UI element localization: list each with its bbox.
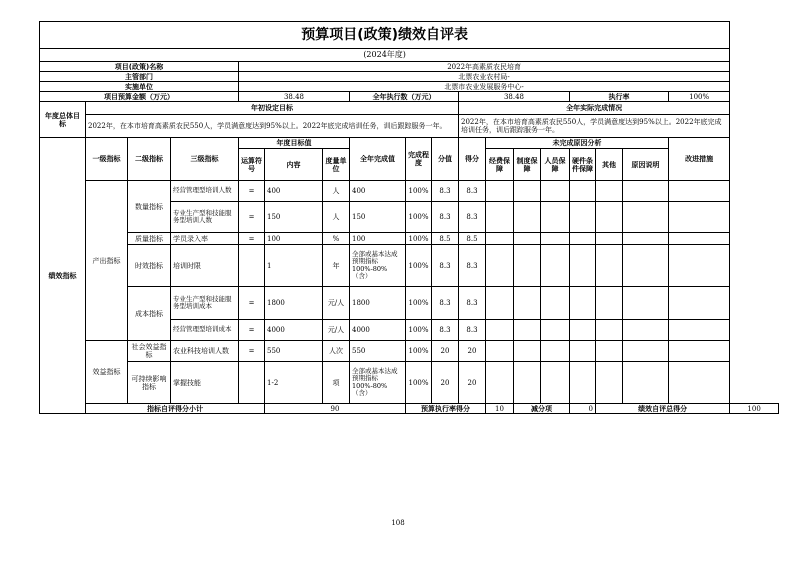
table-row-l3: 专业生产型和技能服务型培训成本 [171, 287, 239, 320]
table-row-l3: 学员录入率 [171, 233, 239, 245]
evaluation-table [39, 21, 779, 414]
empty-cell [570, 202, 596, 233]
empty-cell [486, 362, 514, 404]
empty-cell [669, 320, 730, 341]
empty-cell [541, 341, 570, 362]
empty-cell [486, 245, 514, 287]
exec-value: 38.48 [459, 92, 570, 102]
header-content: 内容 [265, 149, 323, 181]
row-content: 4000 [265, 320, 323, 341]
perf-indicators-label: 绩效指标 [40, 138, 86, 414]
row-score: 20 [432, 362, 459, 404]
rate-label: 执行率 [570, 92, 669, 102]
dept-value: 北票农业农村局- [239, 72, 730, 82]
row-score: 8.5 [432, 233, 459, 245]
rate-value: 100% [669, 92, 730, 102]
table-row-l3: 掌握技能 [171, 362, 239, 404]
row-degree: 100% [406, 202, 432, 233]
empty-cell [669, 181, 730, 202]
empty-cell [541, 233, 570, 245]
row-unit: 项 [323, 362, 350, 404]
row-got: 8.3 [459, 245, 486, 287]
row-unit: 元/人 [323, 320, 350, 341]
table-row-l3: 经营管理型培训成本 [171, 320, 239, 341]
empty-cell [514, 341, 541, 362]
page-title: 预算项目(政策)绩效自评表 [40, 22, 730, 49]
header-reason-system: 制度保障 [514, 149, 541, 181]
header-measures: 改进措施 [669, 138, 730, 181]
row-unit: 年 [323, 245, 350, 287]
empty-cell [623, 341, 669, 362]
row-unit: 人 [323, 202, 350, 233]
year-note: (2024年度) [40, 49, 730, 62]
empty-cell [541, 202, 570, 233]
header-reasons: 未完成原因分析 [486, 138, 669, 149]
row-degree: 100% [406, 320, 432, 341]
row-content: 1 [265, 245, 323, 287]
row-operator: = [239, 287, 265, 320]
row-content: 1-2 [265, 362, 323, 404]
header-completed: 全年完成值 [350, 138, 406, 181]
total-value: 100 [730, 404, 779, 414]
exec-score-label: 预算执行率得分 [406, 404, 486, 414]
row-operator [239, 362, 265, 404]
empty-cell [596, 320, 623, 341]
row-score: 8.3 [432, 287, 459, 320]
empty-cell [541, 362, 570, 404]
empty-cell [596, 181, 623, 202]
empty-cell [570, 362, 596, 404]
level1-benefit: 效益指标 [86, 341, 128, 404]
empty-cell [669, 245, 730, 287]
row-score: 20 [432, 341, 459, 362]
evaluation-sheet [39, 21, 779, 414]
header-reason-funding: 经费保障 [486, 149, 514, 181]
budget-value: 38.48 [239, 92, 350, 102]
initial-goal-header: 年初设定目标 [86, 102, 459, 115]
level2-social: 社会效益指标 [128, 341, 171, 362]
deduct-value: 0 [570, 404, 596, 414]
dept-label: 主管部门 [40, 72, 239, 82]
table-row-l3: 培训时限 [171, 245, 239, 287]
row-operator: = [239, 320, 265, 341]
header-reason-staff: 人员保障 [541, 149, 570, 181]
empty-cell [570, 233, 596, 245]
header-reason-other: 其他 [596, 149, 623, 181]
empty-cell [514, 362, 541, 404]
empty-cell [514, 287, 541, 320]
empty-cell [623, 362, 669, 404]
header-got: 得分 [459, 138, 486, 181]
row-degree: 100% [406, 181, 432, 202]
empty-cell [570, 287, 596, 320]
row-content: 550 [265, 341, 323, 362]
empty-cell [514, 320, 541, 341]
empty-cell [623, 245, 669, 287]
row-content: 400 [265, 181, 323, 202]
row-content: 100 [265, 233, 323, 245]
row-got: 8.3 [459, 287, 486, 320]
row-score: 8.3 [432, 181, 459, 202]
row-done: 150 [350, 202, 406, 233]
row-content: 1800 [265, 287, 323, 320]
row-got: 8.3 [459, 320, 486, 341]
level2-quantity: 数量指标 [128, 181, 171, 233]
header-unit: 度量单位 [323, 149, 350, 181]
empty-cell [669, 202, 730, 233]
level1-output: 产出指标 [86, 181, 128, 341]
empty-cell [623, 181, 669, 202]
table-row-l3: 农业科技培训人数 [171, 341, 239, 362]
row-degree: 100% [406, 233, 432, 245]
initial-goal-text: 2022年，在本市培育高素质农民550人，学员满意度达到95%以上。2022年底完成培训任务，训后跟踪服务一年。 [86, 115, 459, 138]
row-got: 8.3 [459, 202, 486, 233]
row-done: 全部或基本达成预期指标100%-80%（含） [350, 245, 406, 287]
row-degree: 100% [406, 287, 432, 320]
row-done: 550 [350, 341, 406, 362]
goals-label: 年度总体目标 [40, 102, 86, 138]
actual-goal-text: 2022年，在本市培育高素质农民550人，学员满意度达到95%以上。2022年底完成培训任务，训后跟踪服务一年。 [459, 115, 730, 138]
empty-cell [570, 341, 596, 362]
row-got: 8.5 [459, 233, 486, 245]
header-level1: 一级指标 [86, 138, 128, 181]
level2-quality: 质量指标 [128, 233, 171, 245]
empty-cell [486, 181, 514, 202]
empty-cell [514, 245, 541, 287]
row-operator: = [239, 181, 265, 202]
row-operator: = [239, 341, 265, 362]
row-done: 全部或基本达成预期指标100%-80%（含） [350, 362, 406, 404]
header-level2: 二级指标 [128, 138, 171, 181]
empty-cell [623, 233, 669, 245]
header-reason-hardware: 硬件条件保障 [570, 149, 596, 181]
empty-cell [623, 287, 669, 320]
row-unit: 人 [323, 181, 350, 202]
level2-sustainable: 可持续影响指标 [128, 362, 171, 404]
row-unit: 人次 [323, 341, 350, 362]
empty-cell [486, 233, 514, 245]
empty-cell [623, 320, 669, 341]
subtotal-label: 指标自评得分小计 [86, 404, 265, 414]
level2-cost: 成本指标 [128, 287, 171, 341]
empty-cell [669, 362, 730, 404]
row-operator: = [239, 202, 265, 233]
empty-cell [596, 233, 623, 245]
empty-cell [570, 245, 596, 287]
empty-cell [596, 287, 623, 320]
row-got: 20 [459, 341, 486, 362]
exec-label: 全年执行数（万元） [350, 92, 459, 102]
row-score: 8.3 [432, 202, 459, 233]
empty-cell [541, 181, 570, 202]
empty-cell [514, 181, 541, 202]
unit-value: 北票市农业发展服务中心- [239, 82, 730, 92]
empty-cell [596, 362, 623, 404]
header-operator: 运算符号 [239, 149, 265, 181]
row-content: 150 [265, 202, 323, 233]
row-done: 400 [350, 181, 406, 202]
header-annual-target: 年度目标值 [239, 138, 350, 149]
empty-cell [541, 287, 570, 320]
header-level3: 三级指标 [171, 138, 239, 181]
header-reason-explain: 原因说明 [623, 149, 669, 181]
empty-cell [596, 341, 623, 362]
empty-cell [570, 181, 596, 202]
page-number: 108 [391, 519, 405, 527]
empty-cell [486, 202, 514, 233]
empty-cell [486, 287, 514, 320]
row-degree: 100% [406, 245, 432, 287]
row-done: 1800 [350, 287, 406, 320]
budget-label: 项目预算金额（万元） [40, 92, 239, 102]
empty-cell [541, 245, 570, 287]
row-unit: % [323, 233, 350, 245]
row-degree: 100% [406, 362, 432, 404]
row-operator [239, 245, 265, 287]
empty-cell [541, 320, 570, 341]
subtotal-value: 90 [265, 404, 406, 414]
empty-cell [669, 287, 730, 320]
project-name-label: 项目(政策)名称 [40, 62, 239, 72]
empty-cell [596, 245, 623, 287]
total-label: 绩效自评总得分 [596, 404, 730, 414]
level2-timeliness: 时效指标 [128, 245, 171, 287]
header-degree: 完成程度 [406, 138, 432, 181]
table-row-l3: 经营管理型培训人数 [171, 181, 239, 202]
row-got: 20 [459, 362, 486, 404]
deduct-label: 减分项 [514, 404, 570, 414]
row-done: 4000 [350, 320, 406, 341]
empty-cell [669, 341, 730, 362]
empty-cell [669, 233, 730, 245]
empty-cell [514, 202, 541, 233]
table-row-l3: 专业生产型和技能服务型培训人数 [171, 202, 239, 233]
row-degree: 100% [406, 341, 432, 362]
row-unit: 元/人 [323, 287, 350, 320]
empty-cell [596, 202, 623, 233]
empty-cell [486, 341, 514, 362]
empty-cell [486, 320, 514, 341]
row-score: 8.3 [432, 320, 459, 341]
row-operator: = [239, 233, 265, 245]
empty-cell [570, 320, 596, 341]
actual-goal-header: 全年实际完成情况 [459, 102, 730, 115]
empty-cell [623, 202, 669, 233]
exec-score-value: 10 [486, 404, 514, 414]
unit-label: 实施单位 [40, 82, 239, 92]
row-done: 100 [350, 233, 406, 245]
project-name-value: 2022年高素质农民培育 [239, 62, 730, 72]
empty-cell [514, 233, 541, 245]
row-got: 8.3 [459, 181, 486, 202]
row-score: 8.3 [432, 245, 459, 287]
header-score: 分值 [432, 138, 459, 181]
